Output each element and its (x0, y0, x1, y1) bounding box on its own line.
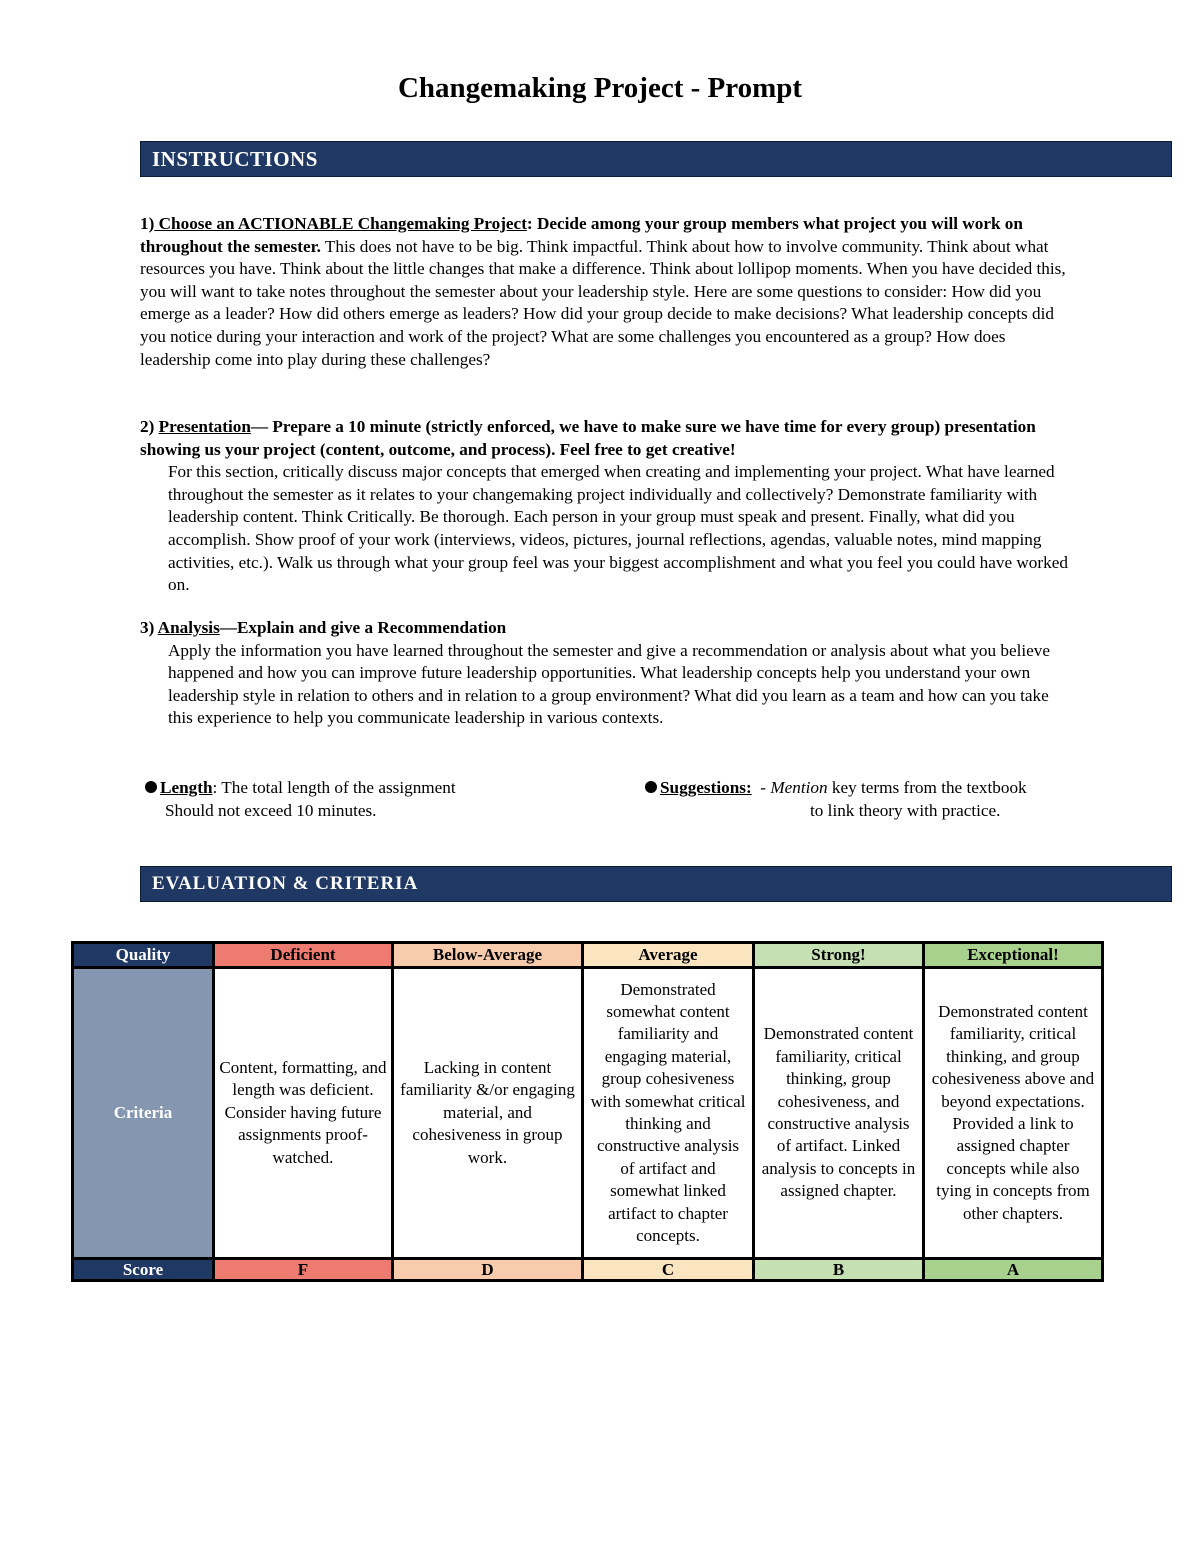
section3-number: 3) (140, 618, 158, 637)
length-label: Length (160, 778, 213, 797)
rubric-score-row (73, 1259, 1103, 1281)
header-exceptional: Exceptional! (924, 943, 1103, 968)
length-text: : The total length of the assignment (212, 778, 456, 797)
suggestions-note (645, 776, 1105, 822)
section-presentation (140, 416, 1070, 597)
suggestions-dash: - (751, 778, 771, 797)
rubric-header-row (73, 943, 1103, 968)
suggestions-italic: Mention (770, 778, 828, 797)
criteria-average: Demonstrated somewhat content familiarity and engaging material, group cohesiveness with somewhat critical thinking and constructive analysis of artifact and somewhat linked artifact to chapter concepts. (583, 968, 754, 1259)
criteria-deficient: Content, formatting, and length was deficient. Consider having future assignments proof-watched. (214, 968, 393, 1259)
instructions-banner: INSTRUCTIONS (140, 141, 1172, 177)
evaluation-banner: EVALUATION & CRITERIA (140, 866, 1172, 902)
section2-body: For this section, critically discuss major concepts that emerged when creating and implementing your project. What have learned throughout the semester as it relates to your changemaking project individually and collectively? Demonstrate familiarity with leadership content. Think Critically. Be thorough. Each person in your group must speak and present. Finally, what did you accomplish. Show proof of your work (interviews, videos, pictures, journal reflections, agendas, valuable notes, mind mapping activities, etc.). Walk us through what your group feel was your biggest accomplishment and what you feel you could have worked on. (168, 462, 1068, 595)
section2-number: 2) (140, 417, 159, 436)
section1-heading: Choose an ACTIONABLE Changemaking Project (154, 214, 527, 233)
suggestions-line2: to link theory with practice. (810, 801, 1001, 820)
bullet-icon (645, 781, 657, 793)
header-below-average: Below-Average (393, 943, 583, 968)
header-strong: Strong! (754, 943, 924, 968)
header-average: Average (583, 943, 754, 968)
bullet-icon (145, 781, 157, 793)
score-f: F (214, 1259, 393, 1281)
length-note (145, 776, 565, 822)
score-label: Score (73, 1259, 214, 1281)
length-line2: Should not exceed 10 minutes. (165, 801, 377, 820)
criteria-below-average: Lacking in content familiarity &/or engaging material, and cohesiveness in group work. (393, 968, 583, 1259)
section3-heading: Analysis (157, 618, 220, 637)
section3-heading-rest: —Explain and give a Recommendation (219, 618, 507, 637)
criteria-strong: Demonstrated content familiarity, critical thinking, group cohesiveness, and constructive analysis of artifact. Linked analysis to concepts in assigned chapter. (754, 968, 924, 1259)
header-quality: Quality (73, 943, 214, 968)
section-analysis (140, 617, 1070, 730)
criteria-label: Criteria (73, 968, 214, 1259)
score-c: C (583, 1259, 754, 1281)
section1-heading-rest: : Decide among your group members what project you will work on throughout the semester. (140, 214, 1023, 256)
section2-heading-rest: — Prepare a 10 minute (strictly enforced, we have to make sure we have time for every group) presentation showing us your project (content, outcome, and process). Feel free to get creative! (140, 417, 1036, 459)
section-choose-project (140, 213, 1070, 371)
section1-number: 1) (140, 214, 155, 233)
suggestions-label: Suggestions: (660, 778, 752, 797)
rubric-criteria-row (73, 968, 1103, 1259)
header-deficient: Deficient (214, 943, 393, 968)
section2-heading: Presentation (158, 417, 251, 436)
score-a: A (924, 1259, 1103, 1281)
suggestions-text: key terms from the textbook (827, 778, 1027, 797)
rubric-table (71, 941, 1104, 1282)
score-b: B (754, 1259, 924, 1281)
score-d: D (393, 1259, 583, 1281)
section1-body: This does not have to be big. Think impactful. Think about how to involve community. Think about what resources you have. Think about the little changes that make a difference. Think about lollipop moments. When you have decided this, you will want to take notes throughout the semester about your leadership style. Here are some questions to consider: How did you emerge as a leader? How did others emerge as leaders? How did your group decide to make decisions? What leadership concepts did you notice during your interaction and work of the project? What are some challenges you encountered as a group? How does leadership come into play during these challenges? (140, 236, 1066, 369)
page-title: Changemaking Project - Prompt (397, 72, 803, 104)
section3-body: Apply the information you have learned throughout the semester and give a recommendation or analysis about what you believe happened and how you can improve future leadership opportunities. What leadership concepts help you understand your own leadership style in relation to others and in relation to a group environment? What did you learn as a team and how can you take this experience to help you communicate leadership in various contexts. (168, 640, 1051, 728)
criteria-exceptional: Demonstrated content familiarity, critical thinking, and group cohesiveness above and beyond expectations. Provided a link to assigned chapter concepts while also tying in concepts from other chapters. (924, 968, 1103, 1259)
